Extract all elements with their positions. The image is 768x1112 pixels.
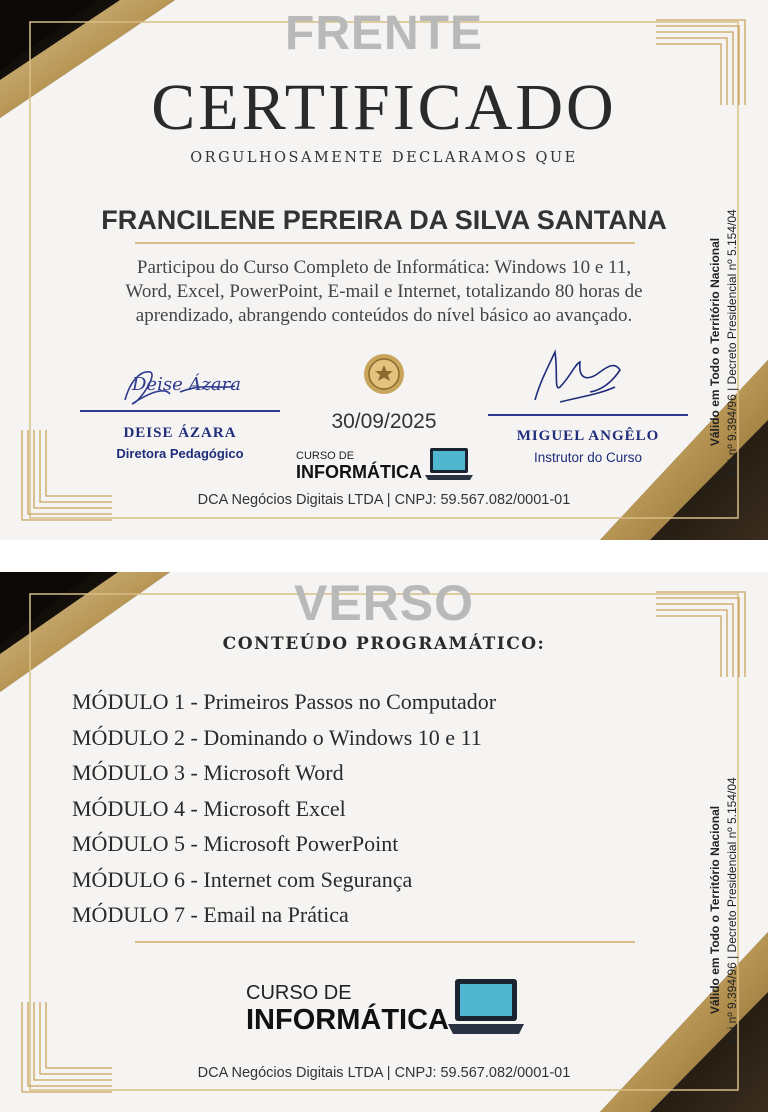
body-line: aprendizado, abrangendo conteúdos do nível básico ao avançado. [135, 305, 633, 326]
right-signatory-role: Instrutor do Curso [533, 450, 643, 465]
legal-note [707, 162, 747, 522]
module-item: MÓDULO 7 - Email na Prática [72, 902, 349, 927]
company-footer: DCA Negócios Digitais LTDA | CNPJ: 59.567.082/0001-01 [197, 1065, 571, 1081]
right-signatory-name: MIGUEL ANGÊLO [516, 428, 660, 444]
module-item: MÓDULO 6 - Internet com Segurança [72, 866, 413, 892]
laptop-icon [424, 446, 474, 482]
signature-script: Deise Ázara [132, 374, 242, 395]
course-logo [296, 450, 422, 482]
legal-note-line2: Lei nº 9.394/96 | Decreto Presidencial nº 5.154/04 [725, 777, 739, 1043]
recipient-name: FRANCILENE PEREIRA DA SILVA SANTANA [101, 205, 667, 235]
module-item: MÓDULO 1 - Primeiros Passos no Computador [72, 689, 497, 714]
left-signatory-role: Diretora Pedagógico [116, 446, 244, 461]
legal-note [707, 730, 747, 1090]
certificate-back [0, 572, 768, 1112]
body-line: Word, Excel, PowerPoint, E-mail e Internet, totalizando 80 horas de [125, 281, 643, 302]
section-label: VERSO [293, 575, 475, 631]
legal-note-line1: Válido em Todo o Território Nacional [708, 237, 722, 447]
signature-line [80, 410, 280, 412]
logo-line1: CURSO DE [246, 982, 352, 1004]
company-footer: DCA Negócios Digitais LTDA | CNPJ: 59.567.082/0001-01 [197, 492, 571, 508]
body-line: Participou do Curso Completo de Informática: Windows 10 e 11, [136, 257, 632, 278]
left-signatory-name: DEISE ÁZARA [123, 425, 237, 441]
section-label: FRENTE [285, 7, 483, 60]
certificate-title: CERTIFICADO [151, 71, 617, 144]
module-item: MÓDULO 4 - Microsoft Excel [72, 795, 346, 821]
medal-icon [362, 352, 406, 396]
logo-line1: CURSO DE [296, 450, 355, 462]
module-item: MÓDULO 5 - Microsoft PowerPoint [72, 831, 399, 856]
signature-image [520, 342, 650, 414]
issue-date: 30/09/2025 [331, 410, 437, 433]
legal-note-line2: Lei nº 9.394/96 | Decreto Presidencial nº 5.154/04 [725, 209, 739, 475]
certificate-front [0, 0, 768, 540]
logo-line2: INFORMÁTICA [246, 1004, 449, 1036]
module-item: MÓDULO 2 - Dominando o Windows 10 e 11 [72, 724, 482, 750]
course-logo [246, 982, 449, 1036]
laptop-icon [446, 976, 526, 1038]
module-list [72, 684, 496, 933]
module-item: MÓDULO 3 - Microsoft Word [72, 760, 344, 785]
signature-line [488, 414, 688, 416]
content-heading: CONTEÚDO PROGRAMÁTICO: [222, 634, 546, 654]
logo-line2: INFORMÁTICA [296, 462, 422, 482]
certificate-body [20, 256, 748, 328]
legal-note-line1: Válido em Todo o Território Nacional [708, 805, 722, 1015]
certificate-subtitle: ORGULHOSAMENTE DECLARAMOS QUE [190, 150, 578, 166]
